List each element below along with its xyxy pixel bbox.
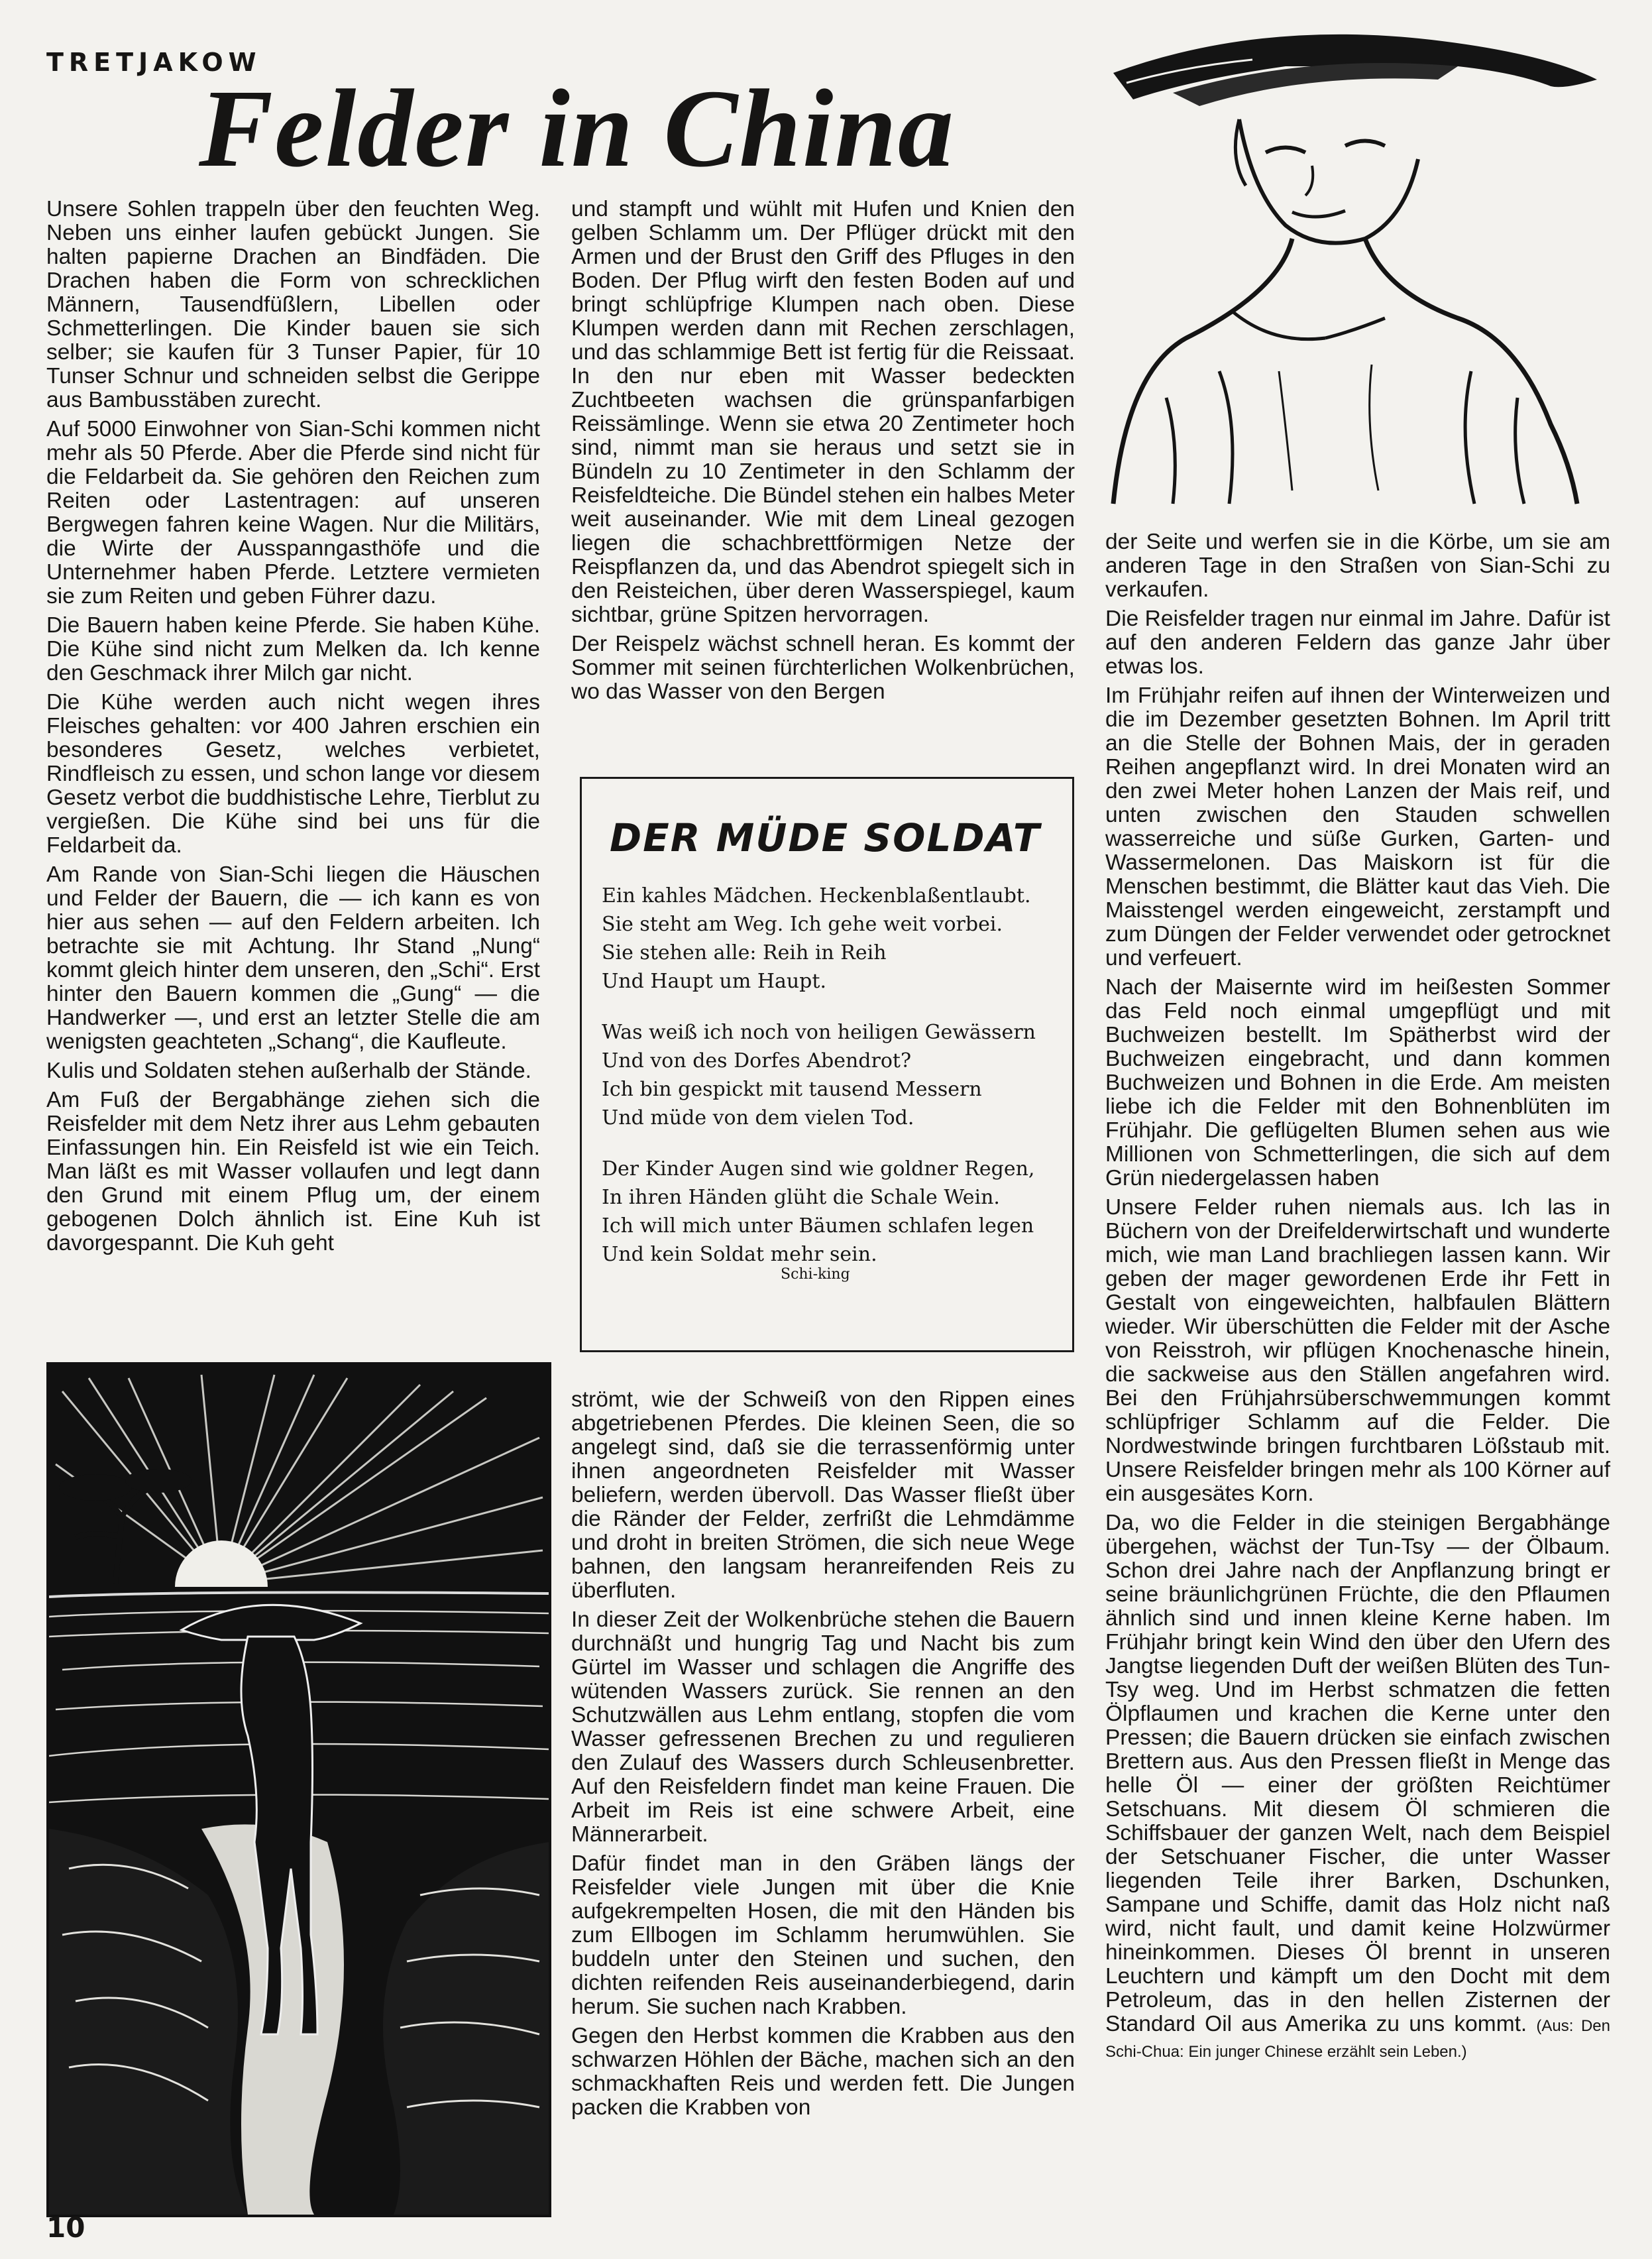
poem-line: Ich bin gespickt mit tausend Messern [602, 1078, 982, 1101]
poem-box [580, 777, 1074, 1352]
poem-line: Der Kinder Augen sind wie goldner Regen, [602, 1157, 1035, 1181]
portrait-illustration [1087, 27, 1617, 517]
paragraph: Die Reisfelder tragen nur einmal im Jahre. Dafür ist auf den anderen Feldern das ganze Jahr über etwas los. [1105, 607, 1610, 679]
paragraph: strömt, wie der Schweiß von den Rippen eines abgetriebenen Pferdes. Die kleinen Seen, die so angelegt sind, daß sie die terrassenförmig unter ihnen angeordneten Reisfelder mit Wasser beliefern, werden übervoll. Das Wasser fließt über die Ränder der Felder, zerfrißt die Lehmdämme und droht in breiten Strömen, die sich neue Wege bahnen, den langsam heranreifenden Reis zu überfluten. [571, 1387, 1075, 1603]
poem-text [602, 882, 1059, 1285]
paragraph: Im Frühjahr reifen auf ihnen der Winterweizen und die im Dezember gesetzten Bohnen. Im April tritt an die Stelle der Bohnen Mais, der in geraden Reihen angepflanzt wird. In drei Monaten wird an den zwei Meter hohen Lanzen der Mais reif, und unten zwischen den Stauden schwellen wasserreiche und süße Gurken, Garten- und Wassermelonen. Das Maiskorn ist für die Menschen bestimmt, die Blätter kaut das Vieh. Die Maisstengel werden eingeweicht, zerstampft und zum Düngen der Felder verwendet oder getrocknet und verfeuert. [1105, 683, 1610, 970]
poem-line: Ich will mich unter Bäumen schlafen legen [602, 1214, 1034, 1238]
poem-line: Ein kahles Mädchen. Heckenblaßentlaubt. [602, 884, 1031, 907]
paragraph: der Seite und werfen sie in die Körbe, um sie am anderen Tage in den Straßen von Sian-Schi zu verkaufen. [1105, 530, 1610, 602]
poem-line: Was weiß ich noch von heiligen Gewässern [602, 1021, 1036, 1044]
paragraph: Nach der Maisernte wird im heißesten Sommer das Feld noch einmal umgepflügt und mit Buchweizen bestellt. Im Spätherbst wird der Buchweizen eingebracht, und dann kommen Buchweizen und Bohnen in die Erde. Am meisten liebe ich die Felder mit den Bohnenblüten im Frühjahr. Die geflügelten Blumen sehen aus wie Millionen von Schmetterlingen, die sich auf dem Grün niedergelassen haben [1105, 975, 1610, 1190]
article-column-3 [1105, 530, 1610, 2069]
poem-line: Und kein Soldat mehr sein. [602, 1243, 877, 1266]
poem-stanza [602, 882, 1059, 996]
paragraph: Unsere Sohlen trappeln über den feuchten Weg. Neben uns einher laufen gebückt Jungen. Sie halten papierne Drachen an Bindfäden. Die Drachen haben die Form von schrecklichen Männern, Tausendfüßlern, Libellen oder Schmetterlingen. Die Kinder bauen sie sich selber; sie kaufen für 3 Tunser Papier, für 10 Tunser Schnur und schneiden selbst die Gerippe aus Bambusstäben zurecht. [46, 197, 540, 412]
paragraph: Unsere Felder ruhen niemals aus. Ich las in Büchern von der Dreifelderwirtschaft und wunderte mich, wie man Land brachliegen lassen kann. Wir geben der mager gewordenen Erde ihr Fett in Gestalt von eingeweichten, halbfaulen Blättern wieder. Wir überschütten die Felder mit der Asche von Reisstroh, wir pflügen Knochenasche hinein, die sackweise aus den Ställen angefahren wird. Bei den Frühjahrsüberschwemmungen kommt schlüpfriger Schlamm auf die Felder. Die Nordwestwinde bringen furchtbaren Lößstaub mit. Unsere Reisfelder bringen mehr als 100 Körner auf ein ausgesätes Korn. [1105, 1195, 1610, 1506]
article-title: Felder in China [199, 67, 955, 190]
poem-stanza [602, 1018, 1059, 1132]
poem-line: Und von des Dorfes Abendrot? [602, 1049, 912, 1072]
paragraph: Die Kühe werden auch nicht wegen ihres Fleisches gehalten: vor 400 Jahren erschien ein besonderes Gesetz, welches verbietet, Rindfleisch zu essen, und schon lange vor diesem Gesetz verbot die buddhistische Lehre, Tierblut zu vergießen. Die Kühe sind bei uns für die Feldarbeit da. [46, 690, 540, 858]
paragraph-text: Da, wo die Felder in die steinigen Bergabhänge übergehen, wächst der Tun-Tsy — der Ölbaum. Schon drei Jahre nach der Anpflanzung bringt er seine bräunlichgrünen Früchte, die den Pflaumen ähnlich sind und innen kleine Kerne haben. Im Frühjahr bringt kein Wind den über den Ufern des Jangtse liegenden Duft der weißen Blüten des Tun-Tsy weg. Und im Herbst schmatzen die fetten Ölpflaumen und krachen die Kerne unter den Pressen; die Bauern drücken sie einfach zwischen Brettern aus. Aus den Pressen fließt in Menge das helle Öl — einer der größten Reichtümer Setschuans. Mit diesem Öl schmieren die Schiffsbauer der ganzen Welt, nach dem Beispiel der Setschuaner Fischer, die unter Wasser liegenden Teile ihrer Barken, Dschunken, Sampane und Schiffe, damit das Holz nicht naß wird, nicht fault, und damit keine Holzwürmer hineinkommen. Dieses Öl brennt in unseren Leuchtern und kämpft um den Docht mit dem Petroleum, das in den hellen Zisternen der Standard Oil aus Amerika zu uns kommt. [1105, 1511, 1610, 2036]
source-note: (Aus: Den Schi-Chua: Ein junger Chinese erzählt sein Leben.) [1105, 2017, 1610, 2061]
poem-line: Und Haupt um Haupt. [602, 970, 826, 993]
paragraph: Kulis und Soldaten stehen außerhalb der Stände. [46, 1059, 531, 1083]
paragraph: Am Fuß der Bergabhänge ziehen sich die Reisfelder mit dem Netz ihrer aus Lehm gebauten Einfassungen hin. Ein Reisfeld ist wie ein Teich. Man läßt es mit Wasser vollaufen und legt dann den Grund mit einem Pflug um, der einem gebogenen Dolch ähnlich ist. Eine Kuh ist davorgespannt. Die Kuh geht [46, 1088, 540, 1255]
paragraph: Gegen den Herbst kommen die Krabben aus den schwarzen Höhlen der Bäche, machen sich an den schmackhaften Reis und werden fett. Die Jungen packen die Krabben von [571, 2024, 1075, 2120]
paragraph: In dieser Zeit der Wolkenbrüche stehen die Bauern durchnäßt und hungrig Tag und Nacht bis zum Gürtel im Wasser und schlagen die Angriffe des wütenden Wassers zurück. Sie rennen an den Schutzwällen aus Lehm entlang, stopfen die vom Wasser gefressenen Brechen zu und regulieren den Zulauf des Wassers durch Schleusenbretter. Auf den Reisfeldern findet man keine Frauen. Die Arbeit im Reis ist eine schwere Arbeit, eine Männerarbeit. [571, 1607, 1075, 1847]
paragraph: Am Rande von Sian-Schi liegen die Häuschen und Felder der Bauern, die — ich kann es von hier aus sehen — auf den Feldern arbeiten. Ich betrachte sie mit Achtung. Ihr Stand „Nung“ kommt gleich hinter dem unseren, den „Schi“. Erst hinter den Bauern kommen die „Gung“ — die Handwerker —, und erst an letzter Stelle die am wenigsten geachteten „Schang“, die Kaufleute. [46, 862, 540, 1054]
article-column-2-bottom [571, 1388, 1075, 2125]
paragraph: Die Bauern haben keine Pferde. Sie haben Kühe. Die Kühe sind nicht zum Melken da. Ich kenne den Geschmack ihrer Milch gar nicht. [46, 613, 540, 685]
poem-line: Sie stehen alle: Reih in Reih [602, 941, 887, 964]
paragraph [1105, 1511, 1610, 2064]
poem-stanza [602, 1155, 1059, 1285]
article-column-1 [46, 198, 540, 1261]
page-number: 10 [46, 2211, 85, 2244]
poem-author: Schi-king [781, 1266, 850, 1283]
poem-line: In ihren Händen glüht die Schale Wein. [602, 1186, 1000, 1209]
article-column-2-top [571, 198, 1075, 709]
paragraph: und stampft und wühlt mit Hufen und Knien den gelben Schlamm um. Der Pflüger drückt mit den Armen und der Brust den Griff des Pfluges in den Boden. Der Pflug wirft den festen Boden auf und bringt schlüpfrige Klumpen nach oben. Diese Klumpen werden dann mit Rechen zerschlagen, und das schlammige Bett ist fertig für die Reissaat. In den nur eben mit Wasser bedeckten Zuchtbeeten wachsen die grünspanfarbigen Reissämlinge. Wenn sie etwa 20 Zentimeter hoch sind, nimmt man sie heraus und setzt sie in Bündeln zu 10 Zentimeter in den Schlamm der Reisfeldteiche. Die Bündel stehen ein halbes Meter weit auseinander. Wie mit dem Lineal gezogen liegen die schachbrettförmigen Netze der Reispflanzen da, und das Abendrot spiegelt sich in den Reisteichen, über deren Wasserspiegel, kaum sichtbar, grüne Spitzen hervorragen. [571, 197, 1075, 627]
paragraph: Auf 5000 Einwohner von Sian-Schi kommen nicht mehr als 50 Pferde. Aber die Pferde sind nicht für die Feldarbeit da. Sie gehören den Reichen zum Reiten oder Lastentragen: auf unseren Bergwegen fahren keine Wagen. Nur die Militärs, die Wirte der Ausspanngasthöfe und die Unternehmer haben Pferde. Letztere vermieten sie zum Reiten und geben Führer dazu. [46, 417, 540, 608]
poem-line: Sie steht am Weg. Ich gehe weit vorbei. [602, 913, 1003, 936]
author-name: TRETJAKOW [46, 48, 262, 77]
rice-field-woodcut [46, 1362, 551, 2217]
poem-line: Und müde von dem vielen Tod. [602, 1106, 914, 1130]
paragraph: Dafür findet man in den Gräben längs der Reisfelder viele Jungen mit über die Knie aufgekrempelten Hosen, die mit den Händen bis zum Ellbogen im Schlamm herumwühlen. Sie buddeln unter den Steinen und suchen, den dichten reifenden Reis auseinanderbiegend, darin herum. Sie suchen nach Krabben. [571, 1851, 1075, 2019]
paragraph: Der Reispelz wächst schnell heran. Es kommt der Sommer mit seinen fürchterlichen Wolkenbrüchen, wo das Wasser von den Bergen [571, 632, 1075, 704]
poem-title: DER MÜDE SOLDAT [610, 815, 1041, 860]
